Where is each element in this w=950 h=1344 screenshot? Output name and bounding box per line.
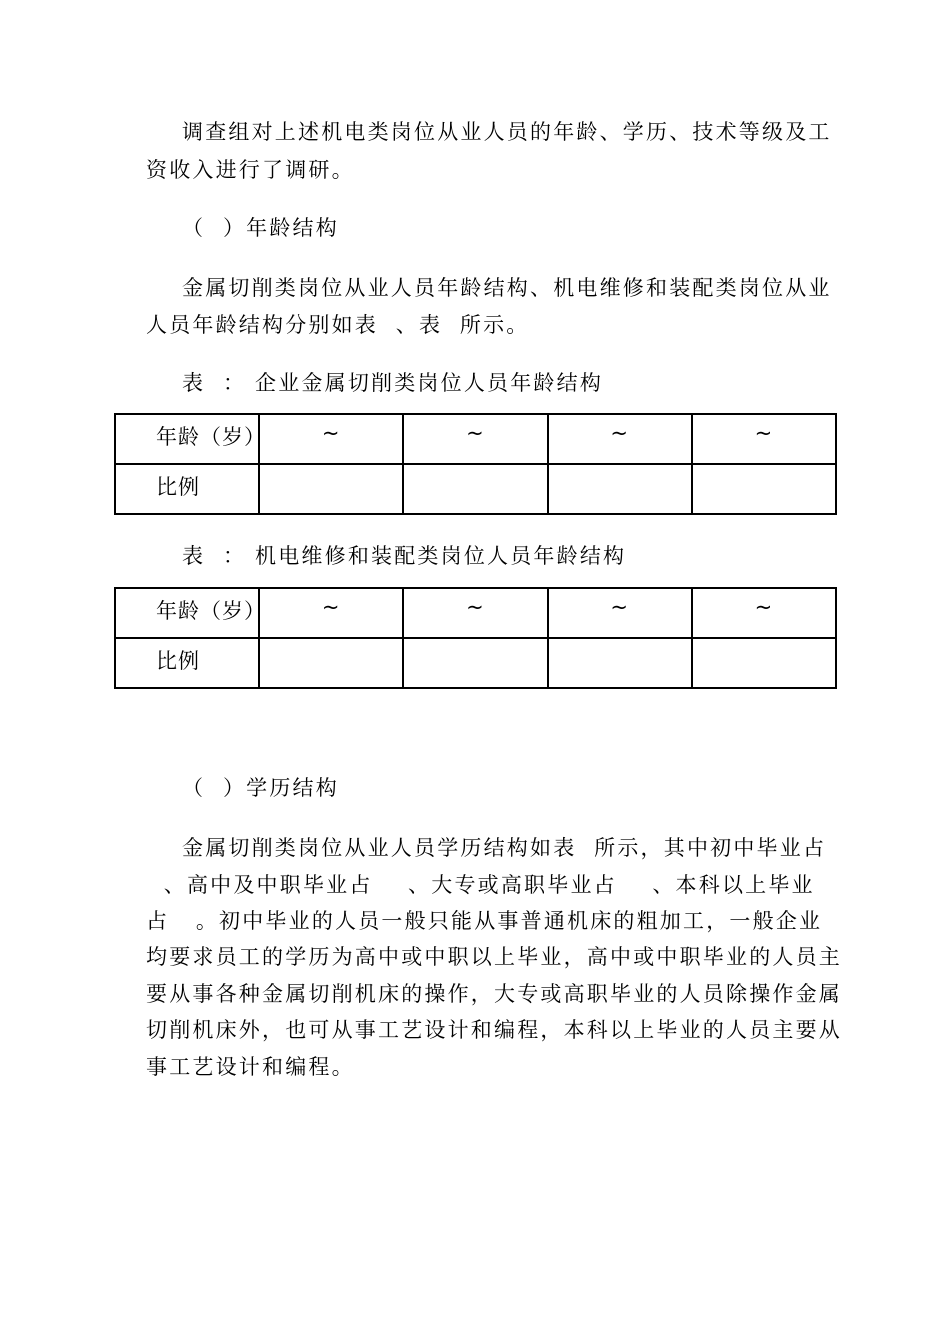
table2-range-cell: [548, 588, 692, 638]
table1-value-cell: [692, 464, 836, 514]
table1-header-row: [115, 414, 836, 464]
table1-range-cell: [259, 414, 403, 464]
section2-line-4: 均要求员工的学历为高中或中职以上毕业，高中或中职毕业的人员主: [146, 945, 842, 969]
table1-header-label: 年龄（岁）: [156, 425, 266, 449]
table1-value-3: [549, 465, 691, 471]
section2-line-6: 切削机床外，也可从事工艺设计和编程，本科以上毕业的人员主要从: [146, 1018, 842, 1042]
table2-range-2: ~: [466, 595, 485, 619]
table2-header-cell: [115, 588, 266, 638]
table2-value-cell: [692, 638, 836, 688]
table1-value-cell: [403, 464, 547, 514]
section2-line-2: 、高中及中职毕业占 、大专或高职毕业占 、本科以上毕业: [146, 873, 815, 897]
table2-range-cell: [259, 588, 403, 638]
table1-value-2: [404, 465, 546, 471]
intro-line-1: 调查组对上述机电类岗位从业人员的年龄、学历、技术等级及工: [182, 120, 832, 144]
table2-header-row: [115, 588, 836, 638]
table1-ratio-label-cell: [115, 464, 259, 514]
table2-ratio-label-cell: [115, 638, 259, 688]
table2-value-4: [693, 639, 835, 645]
table1-ratio-row: [115, 464, 836, 514]
table1-range-cell: [692, 414, 836, 464]
table1: [114, 413, 837, 515]
table2-value-2: [404, 639, 546, 645]
table1-value-cell: [259, 464, 403, 514]
table2-caption: 表 ： 机电维修和装配类岗位人员年龄结构: [182, 544, 627, 568]
table2-value-3: [549, 639, 691, 645]
table1-ratio-label: 比例: [156, 475, 200, 499]
table2-ratio-label: 比例: [156, 649, 200, 673]
section2-line-7: 事工艺设计和编程。: [146, 1055, 355, 1079]
table2-range-cell: [692, 588, 836, 638]
section2-line-5: 要从事各种金属切削机床的操作，大专或高职毕业的人员除操作金属: [146, 982, 842, 1006]
table2: [114, 587, 837, 689]
table1-value-4: [693, 465, 835, 471]
table1-range-1: ~: [321, 421, 341, 445]
table2-range-1: ~: [321, 595, 341, 619]
table2-range-4: ~: [754, 595, 774, 619]
section2-line-1: 金属切削类岗位从业人员学历结构如表 所示，其中初中毕业占: [182, 836, 827, 860]
table1-range-3: ~: [610, 421, 629, 445]
table2-range-cell: [403, 588, 547, 638]
table2-value-1: [260, 639, 402, 645]
table1-header-cell: [115, 414, 266, 464]
section1-para-line-1: 金属切削类岗位从业人员年龄结构、机电维修和装配类岗位从业: [182, 276, 832, 300]
table2-value-cell: [548, 638, 692, 688]
table1-range-cell: [403, 414, 547, 464]
intro-line-2: 资收入进行了调研。: [146, 158, 355, 182]
table1-value-1: [260, 465, 402, 471]
section-heading-education: （ ）学历结构: [182, 776, 339, 800]
table1-range-4: ~: [754, 421, 774, 445]
table1-value-cell: [548, 464, 692, 514]
table2-header-label: 年龄（岁）: [156, 599, 266, 623]
table2-ratio-row: [115, 638, 836, 688]
table2-value-cell: [403, 638, 547, 688]
table2-value-cell: [259, 638, 403, 688]
table1-range-2: ~: [466, 421, 485, 445]
section2-line-3: 占 。初中毕业的人员一般只能从事普通机床的粗加工，一般企业: [146, 909, 823, 933]
table1-range-cell: [548, 414, 692, 464]
table1-caption: 表 ： 企业金属切削类岗位人员年龄结构: [182, 371, 604, 395]
table2-range-3: ~: [610, 595, 629, 619]
section1-para-line-2: 人员年龄结构分别如表 、表 所示。: [146, 313, 530, 337]
section-heading-age: （ ）年龄结构: [182, 216, 339, 240]
